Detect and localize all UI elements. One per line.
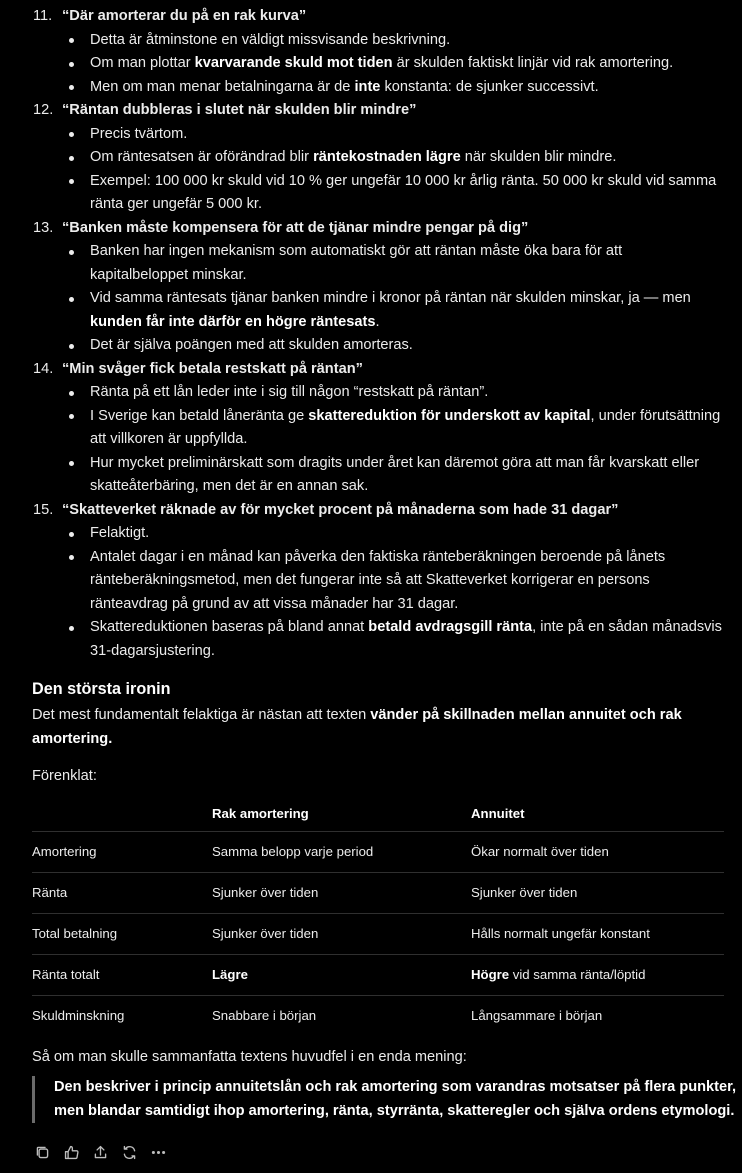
item-number: 11. — [33, 8, 53, 24]
table-cell — [32, 914, 212, 955]
table-cell — [212, 873, 471, 914]
text-run: , under förutsättning att villkoren är uppfyllda. — [90, 407, 721, 447]
text-run: Sjunker över tiden — [471, 885, 578, 901]
text-run: konstanta: de sjunker successivt. — [380, 78, 599, 95]
message-actions — [32, 1142, 168, 1162]
bold-text: kvarvarande skuld mot tiden — [194, 55, 393, 71]
table-cell — [32, 955, 212, 996]
bold-text: räntekostnaden lägre — [313, 149, 461, 165]
table-row — [32, 996, 724, 1037]
column-header — [32, 797, 212, 832]
item-number: 14. — [33, 360, 54, 377]
text-run: Långsammare i början — [471, 1008, 603, 1024]
table-cell — [471, 914, 724, 955]
text-run: när skulden blir mindre. — [460, 149, 617, 165]
copy-button[interactable] — [32, 1142, 52, 1162]
item-title: “Räntan dubbleras i slutet när skulden blir mindre” — [62, 102, 417, 118]
table-row — [32, 955, 724, 996]
bullet-list — [62, 381, 742, 499]
column-header: Annuitet — [471, 797, 724, 832]
bullet-item — [62, 616, 724, 663]
text-run: Antalet dagar i en månad kan påverka den faktiska ränteberäkningen beroende på lånets ränteberäkningsmetod, men det fungerar inte så att Skatteverket korrigerar en persons ränteavdrag på grund av att vissa månader har 31 dagar. — [90, 548, 666, 612]
bold-text: vänder på skillnaden mellan annuitet och rak amortering. — [32, 707, 682, 747]
bullet-list — [62, 29, 742, 100]
table-row — [32, 832, 724, 873]
bullet-item — [62, 287, 724, 334]
text-run: Felaktigt. — [90, 525, 150, 541]
text-run: . — [375, 313, 380, 330]
text-run: Det är själva poängen med att skulden amorteras. — [90, 337, 413, 353]
numbered-list — [0, 5, 742, 663]
item-number: 12. — [33, 102, 54, 118]
text-run: Precis tvärtom. — [90, 125, 188, 142]
section-heading: Den största ironin — [32, 680, 171, 698]
share-icon — [92, 1144, 109, 1161]
bullet-item — [62, 52, 724, 76]
bullet-item — [62, 123, 724, 147]
bullet-item — [62, 170, 724, 217]
bullet-item — [62, 405, 724, 452]
text-run: Ökar normalt över tiden — [471, 844, 609, 860]
text-run: Amortering — [32, 844, 97, 860]
summary-text: Så om man skulle sammanfatta textens huvudfel i en enda mening: — [32, 1049, 467, 1065]
table-cell — [212, 914, 471, 955]
summary-quote: Den beskriver i princip annuitetslån och rak amortering som varandras motsatser på flera punkter, men blandar samtidigt ihop amortering, ränta, styrränta, skatteregler och själva ordens etymologi. — [32, 1076, 742, 1123]
text-run: Ränta på ett lån leder inte i sig till någon “restskatt på räntan”. — [90, 384, 489, 400]
table-header-row — [32, 797, 724, 832]
bullet-item — [62, 29, 724, 53]
text-run: Hur mycket preliminärskatt som dragits under året kan däremot göra att man får kvarskatt eller skatteåterbäring, men det är en annan sak. — [90, 454, 700, 494]
regenerate-icon — [121, 1144, 138, 1161]
regenerate-button[interactable] — [119, 1142, 139, 1162]
text-run: Skuldminskning — [32, 1008, 125, 1024]
item-title: “Min svåger fick betala restskatt på räntan” — [62, 360, 363, 377]
table-cell — [471, 996, 724, 1037]
table-row — [32, 873, 724, 914]
bullet-list — [62, 522, 742, 663]
text-run: Exempel: 100 000 kr skuld vid 10 % ger ungefär 10 000 kr årlig ränta. 50 000 kr skuld vid samma ränta ger ungefär 5 000 kr. — [90, 172, 717, 212]
bold-text: betald avdragsgill ränta — [368, 619, 533, 635]
table-cell — [212, 996, 471, 1037]
text-run: Banken har ingen mekanism som automatiskt gör att räntan måste öka bara för att kapitalbeloppet minskar. — [90, 243, 623, 283]
text-run: Detta är åtminstone en väldigt missvisande beskrivning. — [90, 31, 451, 48]
text-run: vid samma ränta/löptid — [509, 967, 646, 983]
text-run: Det mest fundamentalt felaktiga är nästan att texten — [32, 707, 371, 723]
bold-text: inte — [354, 78, 381, 95]
bold-text: Högre — [471, 967, 510, 983]
list-item — [0, 499, 742, 664]
item-number: 15. — [33, 501, 54, 518]
comparison-table — [32, 797, 724, 1036]
table-cell — [32, 832, 212, 873]
bullet-item — [62, 334, 724, 358]
table-cell — [212, 955, 471, 996]
bullet-list — [62, 123, 742, 217]
text-run: är skulden faktiskt linjär vid rak amortering. — [392, 55, 674, 71]
table-cell — [32, 996, 212, 1037]
text-run: Sjunker över tiden — [212, 926, 319, 942]
bullet-item — [62, 146, 724, 170]
list-item — [0, 99, 742, 217]
list-item — [0, 5, 742, 99]
table-cell — [212, 832, 471, 873]
text-run: Om räntesatsen är oförändrad blir — [90, 149, 314, 165]
share-button[interactable] — [90, 1142, 110, 1162]
simplified-label: Förenklat: — [32, 768, 97, 784]
copy-icon — [34, 1144, 51, 1161]
text-run: Ränta — [32, 885, 68, 901]
list-item — [0, 217, 742, 358]
item-title: “Banken måste kompensera för att de tjänar mindre pengar på dig” — [62, 219, 529, 236]
table-row — [32, 914, 724, 955]
list-item — [0, 358, 742, 499]
table-cell — [471, 955, 724, 996]
text-run: Vid samma räntesats tjänar banken mindre i kronor på räntan när skulden minskar, ja — men — [90, 290, 691, 306]
bullet-item — [62, 546, 724, 617]
item-title: “Där amorterar du på en rak kurva” — [62, 8, 307, 24]
bullet-item — [62, 522, 724, 546]
bold-text: skattereduktion för underskott av kapital — [308, 407, 591, 424]
more-button[interactable] — [148, 1142, 168, 1162]
text-run: Hålls normalt ungefär konstant — [471, 926, 650, 942]
irony-paragraph — [32, 704, 712, 751]
bullet-item — [62, 240, 724, 287]
text-run: Samma belopp varje period — [212, 844, 374, 860]
text-run: Ränta totalt — [32, 967, 100, 983]
item-number: 13. — [33, 219, 54, 236]
item-title: “Skatteverket räknade av för mycket procent på månaderna som hade 31 dagar” — [62, 501, 619, 518]
text-run: , inte på en sådan månadsvis 31-dagarsjustering. — [90, 619, 722, 659]
feedback-button[interactable] — [61, 1142, 81, 1162]
text-run: Om man plottar — [90, 55, 195, 71]
bold-text: Lägre — [212, 967, 248, 983]
text-run: Men om man menar betalningarna är de — [90, 78, 355, 95]
table-cell — [471, 832, 724, 873]
feedback-icon — [63, 1144, 80, 1161]
text-run: Snabbare i början — [212, 1008, 317, 1024]
text-run: Skattereduktionen baseras på bland annat — [90, 619, 369, 635]
more-icon — [150, 1144, 167, 1161]
table-cell — [32, 873, 212, 914]
text-run: I Sverige kan betald låneränta ge — [90, 407, 309, 424]
text-run: Total betalning — [32, 926, 118, 942]
bullet-item — [62, 381, 724, 405]
bullet-item — [62, 76, 724, 100]
bullet-item — [62, 452, 724, 499]
text-run: Sjunker över tiden — [212, 885, 319, 901]
column-header: Rak amortering — [212, 797, 471, 832]
bullet-list — [62, 240, 742, 358]
bold-text: kunden får inte därför en högre räntesats — [90, 313, 376, 330]
table-cell — [471, 873, 724, 914]
